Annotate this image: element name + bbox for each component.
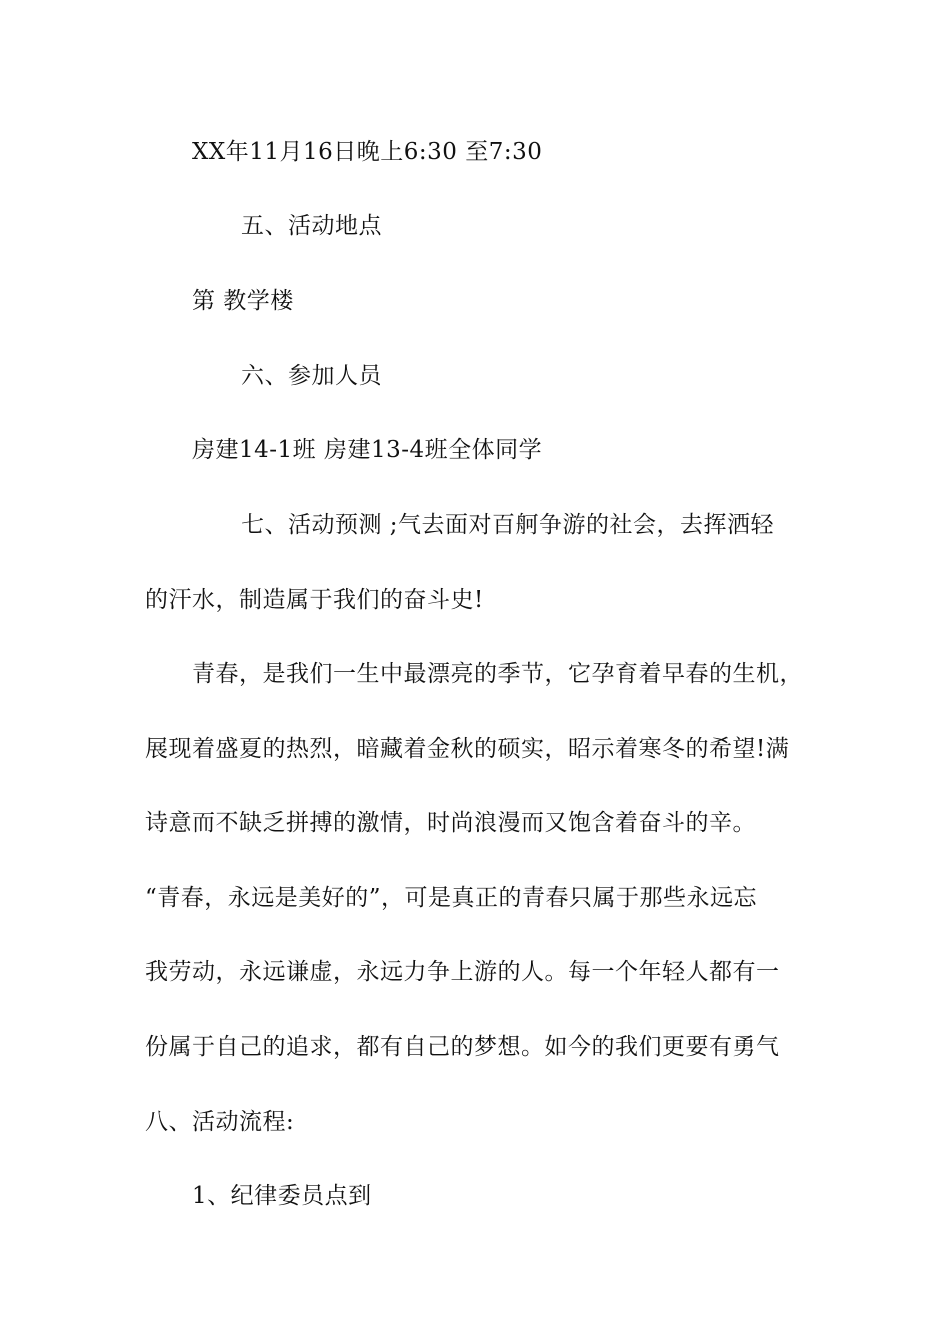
paragraph-line: 诗意而不缺乏拼搏的激情，时尚浪漫而又饱含着奋斗的辛。 bbox=[145, 810, 756, 836]
process-step-1: 1、纪律委员点到 bbox=[192, 1183, 372, 1209]
section-heading-forecast: 七、活动预测 ;气去面对百舸争游的社会，去挥洒轻 bbox=[241, 512, 775, 538]
participants-text: 房建14-1班 房建13-4班全体同学 bbox=[192, 437, 543, 463]
paragraph-line: 展现着盛夏的热烈，暗藏着金秋的硕实，昭示着寒冬的希望!满 bbox=[145, 736, 790, 762]
location-text: 第 教学楼 bbox=[192, 288, 294, 314]
paragraph-line: “青春，永远是美好的”，可是真正的青春只属于那些永远忘 bbox=[145, 885, 758, 911]
paragraph-line: 青春，是我们一生中最漂亮的季节，它孕育着早春的生机， bbox=[192, 661, 803, 687]
section-heading-process: 八、活动流程: bbox=[145, 1109, 295, 1135]
paragraph-line: 份属于自己的追求，都有自己的梦想。如今的我们更要有勇气 bbox=[145, 1034, 780, 1060]
section-heading-location: 五、活动地点 bbox=[241, 213, 382, 239]
section-heading-participants: 六、参加人员 bbox=[241, 363, 382, 389]
event-time-text: XX年11月16日晚上6:30 至7:30 bbox=[192, 139, 543, 165]
paragraph-line: 我劳动，永远谦虚，永远力争上游的人。每一个年轻人都有一 bbox=[145, 959, 780, 985]
paragraph-line: 的汗水，制造属于我们的奋斗史! bbox=[145, 587, 484, 613]
